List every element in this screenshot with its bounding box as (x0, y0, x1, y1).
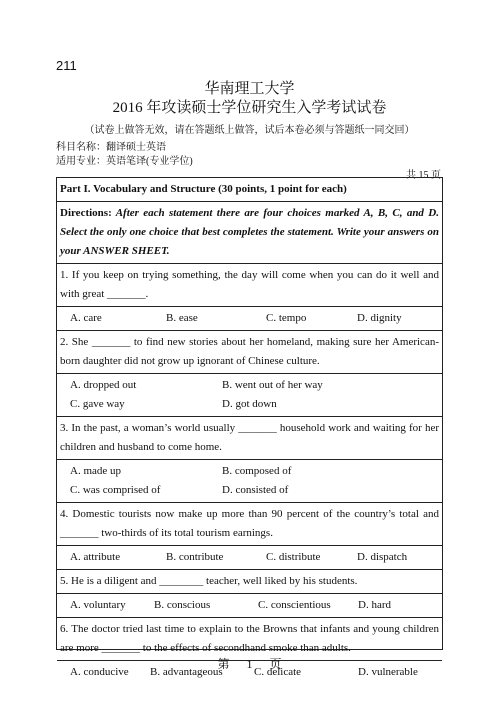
university-name: 华南理工大学 (204, 81, 295, 97)
option-b: B. composed of (222, 465, 292, 477)
option-a: A. voluntary (70, 599, 126, 611)
subject-name: 科目名称：翻译硕士英语 (56, 142, 166, 153)
question-4-stem: 4. Domestic tourists now make up more than 90 percent of the country’s total and _______ two-thirds of its total tourism earnings. (57, 503, 442, 546)
question-3-stem: 3. In the past, a woman’s world usually _______ household work and waiting for her children and husband to come home. (57, 417, 442, 460)
total-pages: 共 15 页 (406, 170, 441, 181)
option-b: B. advantageous (150, 666, 223, 678)
option-c: C. was comprised of (70, 484, 161, 496)
option-d: D. vulnerable (358, 666, 418, 678)
option-c: C. delicate (254, 666, 302, 678)
question-6-stem: 6. The doctor tried last time to explain to the Browns that infants and young children are more _______ to the effects of secondhand smoke than adults. (57, 618, 442, 661)
question-1-options (57, 307, 442, 331)
option-a: A. conducive (70, 666, 129, 678)
option-d: D. hard (358, 599, 391, 611)
option-c: C. gave way (70, 398, 125, 410)
option-c: C. conscientious (258, 599, 331, 611)
page-number: 第 1 页 (217, 657, 282, 671)
question-5-stem: 5. He is a diligent and ________ teacher, well liked by his students. (57, 570, 442, 594)
directions (57, 202, 442, 264)
option-b: B. conscious (154, 599, 211, 611)
question-5-options (57, 594, 442, 618)
option-c: C. tempo (266, 312, 307, 324)
exam-code: 211 (56, 58, 77, 73)
applicable-major: 适用专业：英语笔译(专业学位) (56, 156, 193, 167)
question-1-stem: 1. If you keep on trying something, the day will come when you can do it well and with great _______. (57, 264, 442, 307)
option-a: A. dropped out (70, 379, 137, 391)
section-title: Part I. Vocabulary and Structure (30 points, 1 point for each) (57, 178, 442, 202)
question-2-options (57, 374, 442, 417)
option-a: A. care (70, 312, 102, 324)
option-a: A. made up (70, 465, 122, 477)
question-3-options (57, 460, 442, 503)
option-b: B. ease (166, 312, 198, 324)
option-a: A. attribute (70, 551, 121, 563)
option-d: D. dispatch (357, 551, 408, 563)
option-b: B. went out of her way (222, 379, 323, 391)
directions-label: Directions: (60, 207, 112, 219)
option-d: D. consisted of (222, 484, 289, 496)
option-d: D. got down (222, 398, 277, 410)
directions-text: After each statement there are four choices marked A, B, C, and D. Select the only one choice that best completes the statement. Write your answers on your ANSWER SHEET. (60, 207, 439, 257)
exam-note: （试卷上做答无效，请在答题纸上做答，试后本卷必须与答题纸一同交回） (84, 125, 415, 136)
option-d: D. dignity (357, 312, 402, 324)
option-c: C. distribute (266, 551, 321, 563)
option-b: B. contribute (166, 551, 224, 563)
question-4-options (57, 546, 442, 570)
question-2-stem: 2. She _______ to find new stories about her homeland, making sure her American-born daughter did not grow up ignorant of Chinese culture. (57, 331, 442, 374)
exam-title: 2016 年攻读硕士学位研究生入学考试试卷 (112, 100, 387, 116)
